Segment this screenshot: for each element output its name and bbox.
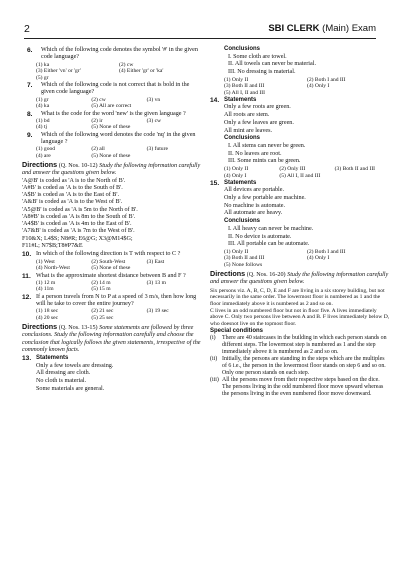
options-15: (1) Only II (2) Both I and III (3) Both II and III (4) Only I (5) None follows bbox=[224, 248, 346, 268]
statements-14: Only a few roots are green. All roots are stem. Only a few leaves are green. All mint are leaves. Conclusions I. All stems can never be green. II. No leaves are root. III. Some mints can be green. bbox=[224, 104, 306, 165]
condition-2: (ii) Initially, the persons are standing in the steps which are the multiples of 6 i.e., the person in the lowermost floor stands on step 6 and so on. Only one person stands on each step. bbox=[210, 356, 386, 376]
question-6: 6. Which of the following code denotes the symbol '#' in the given code language? bbox=[27, 47, 198, 61]
directions-16-20: Directions (Q. Nos. 16-20) Study the following information carefully and answer the questions given below. bbox=[210, 269, 389, 286]
options-10: (1) West (2) South-West (3) East (4) North-West (5) None of these bbox=[36, 258, 165, 271]
special-conditions-heading: Special conditions bbox=[210, 328, 264, 335]
options-11: (1) 12 m (2) 14 m (3) 13 m (4) 11m (5) 15 m bbox=[36, 279, 166, 293]
exam-title: SBI CLERK (Main) Exam bbox=[268, 23, 376, 34]
options-12: (1) 18 sec (2) 21 sec (3) 19 sec (4) 20 sec (5) 25 sec bbox=[36, 308, 169, 321]
question-10: 10. In which of the following direction is T with respect to C ? bbox=[22, 251, 181, 259]
question-13: 13. Statements bbox=[22, 355, 69, 363]
question-15: 15. Statements bbox=[210, 180, 257, 188]
options-14: (1) Only II (2) Only III (3) Both II and III (4) Only I (5) All I, II and III bbox=[224, 166, 376, 179]
puzzle-paragraph-1: Six persons viz. A, B, C, D, E and F are living in a six storey building, but not necessarily in the same order. The lowermost floor is numbered as 1 and the floor immediately above it is numbered as 2 and so on. bbox=[210, 287, 385, 307]
condition-1: (i) There are 40 staircases in the building in which each person stands on different steps. The lowermost step is numbered as 1 and the step immediately above it is numbered as 2 and so on. bbox=[210, 335, 387, 356]
page-number: 2 bbox=[24, 23, 30, 35]
statements-13: Only a few towels are dressing. All dressing are cloth. No cloth is material. Some materials are general. bbox=[36, 362, 114, 392]
question-12: 12. If a person travels from N to P at a speed of 3 m/s, then how long will he take to cover the entire journey? bbox=[22, 293, 197, 308]
directions-13-15: Directions (Q. Nos. 13-15) Some statements are followed by three conclusions. Study the following information carefully and choose the conclusion that logically follows the given statements, irrespective of the commonly known facts. bbox=[22, 322, 201, 353]
directions-10-12: Directions (Q. Nos. 10-12) Study the following information carefully and answer the questions given below. bbox=[22, 160, 201, 177]
question-11: 11. What is the approximate shortest distance between B and F ? bbox=[22, 272, 186, 280]
options-6: (1) ka (2) cw (3) Either 'vn' or 'gr' (4) Either 'gr' or 'ka' (5) gr bbox=[36, 61, 164, 81]
left-column bbox=[22, 46, 202, 393]
question-9: 9. Which of the following word denotes the code 'nq' in the given language ? bbox=[27, 131, 196, 146]
options-7: (1) gr (2) cw (3) vn (4) ka (5) All are correct bbox=[36, 96, 161, 109]
options-13: (1) Only II (2) Both I and III (3) Both II and III (4) Only I (5) All I, II and III bbox=[224, 76, 346, 96]
options-9: (1) good (2) all (3) future (4) are (5) None of these bbox=[36, 146, 168, 159]
conclusions-13: Conclusions I. Some cloth are towel. II. All towels can never be material. III. No dressing is material. bbox=[224, 46, 316, 76]
puzzle-paragraph-2: C lives in an odd numbered floor but not in floor five. A lives immediately above C. Only two persons live between A and B. F lives immediately below D, who doesnot live on the topmost floor. bbox=[210, 307, 390, 327]
page-header bbox=[24, 22, 376, 39]
question-7: 7. Which of the following code is not correct that is bold in the given code language? bbox=[27, 82, 190, 96]
question-14: 14. Statements bbox=[210, 97, 257, 105]
code-info: 'A@B' is coded as 'A is to the North of B'. 'A#B' is coded as 'A is to the South of B'. 'A$B' is coded as 'A is to the East of B'. 'A&B' is coded as 'A is to the West of B'. 'A5@B' is coded as 'A is 5m to the North of B'. 'A8#B' is coded as 'A is 8m to the South of B'. 'A4$B' is coded as 'A is 4m to the East of B'. 'A7&B' is coded as 'A is 7m to the West of B'. F10&X; L4$S; N8#R; E6@G; X3@M14$G; F11#L; N7$B;T8#P7&E bbox=[22, 177, 138, 249]
right-column bbox=[210, 46, 390, 398]
options-8: (1) bd (2) ir (3) cw (4) tj (5) None of these bbox=[36, 117, 162, 131]
question-8: 8. What is the code for the word 'new' is the given language ? bbox=[27, 110, 186, 118]
statements-15: All devices are portable. Only a few portable are machine. No machine is automate. All automate are heavy. Conclusions I. All heavy can never be machine. II. No device is automate. III. All portable can be automate. bbox=[224, 187, 314, 248]
condition-3: (iii) All the persons move from their respective steps based on the dice. The persons living in the odd numbered floor move upward whereas the persons living in the even numbered floor move downward. bbox=[210, 376, 384, 397]
